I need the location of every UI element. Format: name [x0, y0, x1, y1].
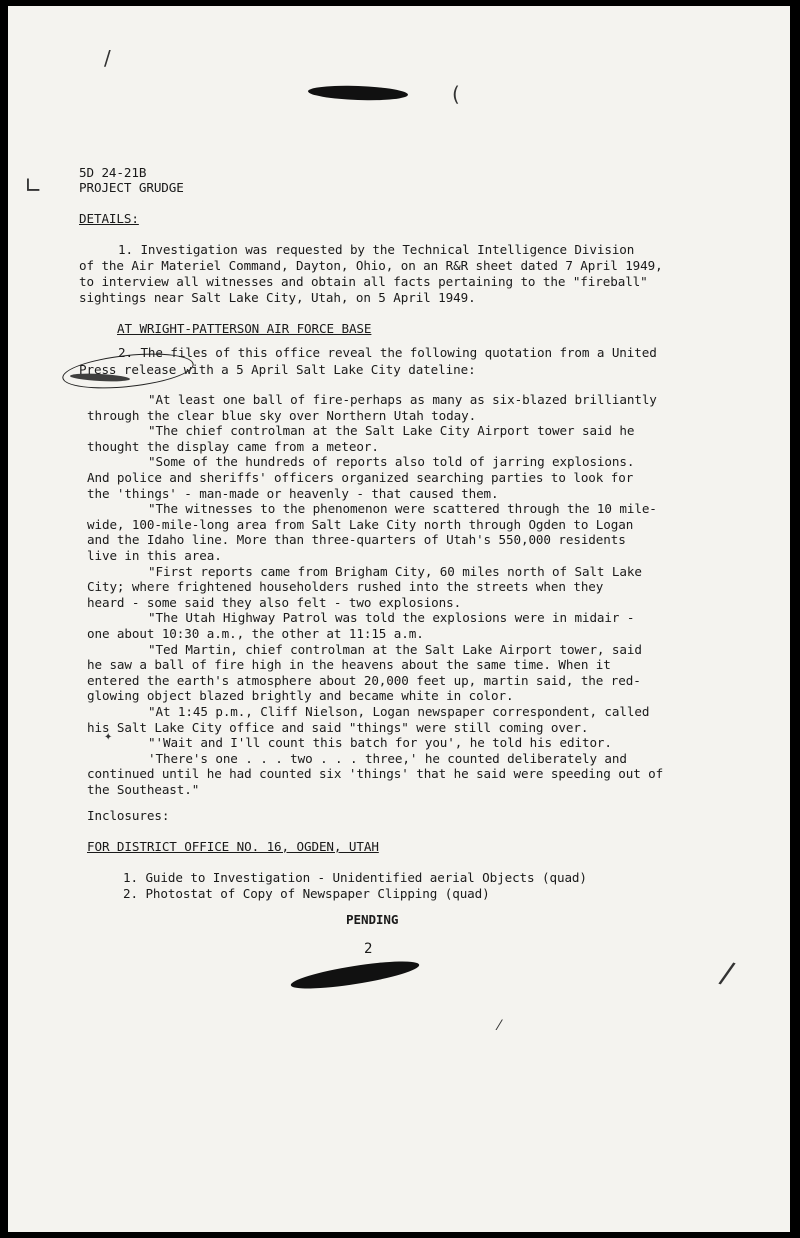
redaction-blot-bottom — [289, 956, 420, 994]
redaction-blot-top — [308, 84, 408, 101]
paragraph-1-line: sightings near Salt Lake City, Utah, on 5 April 1949. — [79, 290, 476, 305]
project-name: PROJECT GRUDGE — [79, 180, 184, 195]
margin-mark: / — [716, 955, 738, 992]
inclosures-heading: Inclosures: — [87, 808, 170, 823]
paragraph-2-line: 2. The files of this office reveal the following quotation from a United — [118, 345, 657, 360]
section-heading: AT WRIGHT-PATTERSON AIR FORCE BASE — [117, 321, 372, 336]
quotation-line: his Salt Lake City office and said "things" were still coming over. — [87, 719, 589, 735]
quotation-line: live in this area. — [87, 548, 222, 563]
margin-mark: ( — [452, 82, 460, 106]
quotation-line: "The witnesses to the phenomenon were scattered through the 10 mile- — [148, 501, 657, 517]
quotation-line: through the clear blue sky over Northern Utah today. — [87, 407, 477, 423]
paragraph-1-line: to interview all witnesses and obtain all facts pertaining to the "fireball" — [79, 274, 648, 289]
quotation-line: "At least one ball of fire-perhaps as many as six-blazed brilliantly — [148, 392, 657, 407]
quotation-line: "First reports came from Brigham City, 60 miles north of Salt Lake — [148, 563, 642, 579]
quotation-line: And police and sheriffs' officers organized searching parties to look for — [87, 470, 634, 485]
district-heading: FOR DISTRICT OFFICE NO. 16, OGDEN, UTAH — [87, 839, 379, 854]
quotation-line: City; where frightened householders rushed into the streets when they — [87, 579, 604, 595]
quotation-line: 'There's one . . . two . . . three,' he counted deliberately and — [148, 750, 627, 766]
margin-mark: ⁄ — [498, 1018, 501, 1034]
paragraph-1-line: of the Air Materiel Command, Dayton, Ohio, on an R&R sheet dated 7 April 1949, — [79, 258, 663, 273]
paragraph-2-line: Press release with a 5 April Salt Lake City dateline: — [79, 362, 476, 377]
quotation-line: continued until he had counted six 'things' that he said were speeding out of — [87, 766, 664, 782]
inclosure-item: 1. Guide to Investigation - Unidentified aerial Objects (quad) — [123, 870, 587, 885]
file-number: 5D 24-21B — [79, 165, 147, 180]
quotation-line: "The Utah Highway Patrol was told the explosions were in midair - — [148, 610, 635, 626]
margin-mark: ✦ — [104, 732, 113, 743]
document-page — [8, 6, 790, 1232]
quotation-line: and the Idaho line. More than three-quarters of Utah's 550,000 residents — [87, 532, 626, 548]
quotation-line: "Some of the hundreds of reports also told of jarring explosions. — [148, 454, 635, 470]
status-stamp: PENDING — [346, 912, 399, 927]
quotation-line: one about 10:30 a.m., the other at 11:15 a.m. — [87, 626, 424, 641]
quotation-line: he saw a ball of fire high in the heavens about the same time. When it — [87, 657, 611, 673]
quotation-line: entered the earth's atmosphere about 20,000 feet up, martin said, the red- — [87, 672, 641, 688]
inclosure-item: 2. Photostat of Copy of Newspaper Clipping (quad) — [123, 886, 490, 901]
quotation-line: "Ted Martin, chief controlman at the Salt Lake Airport tower, said — [148, 641, 642, 657]
quotation-line: "'Wait and I'll count this batch for you', he told his editor. — [148, 735, 612, 751]
page-number: 2 — [364, 941, 373, 957]
quotation-line: thought the display came from a meteor. — [87, 438, 379, 454]
quotation-line: wide, 100-mile-long area from Salt Lake City north through Ogden to Logan — [87, 516, 634, 532]
margin-mark: / — [104, 46, 111, 70]
margin-mark: ∟ — [24, 174, 43, 199]
quotation-line: "At 1:45 p.m., Cliff Nielson, Logan newspaper correspondent, called — [148, 704, 650, 719]
quotation-line: "The chief controlman at the Salt Lake City Airport tower said he — [148, 423, 635, 439]
quotation-line: heard - some said they also felt - two explosions. — [87, 594, 462, 610]
details-heading: DETAILS: — [79, 211, 139, 226]
quotation-line: the Southeast." — [87, 782, 200, 797]
quotation-line: glowing object blazed brightly and became white in color. — [87, 688, 514, 704]
quotation-line: the 'things' - man-made or heavenly - that caused them. — [87, 485, 499, 501]
paragraph-1-line: 1. Investigation was requested by the Technical Intelligence Division — [118, 242, 635, 257]
